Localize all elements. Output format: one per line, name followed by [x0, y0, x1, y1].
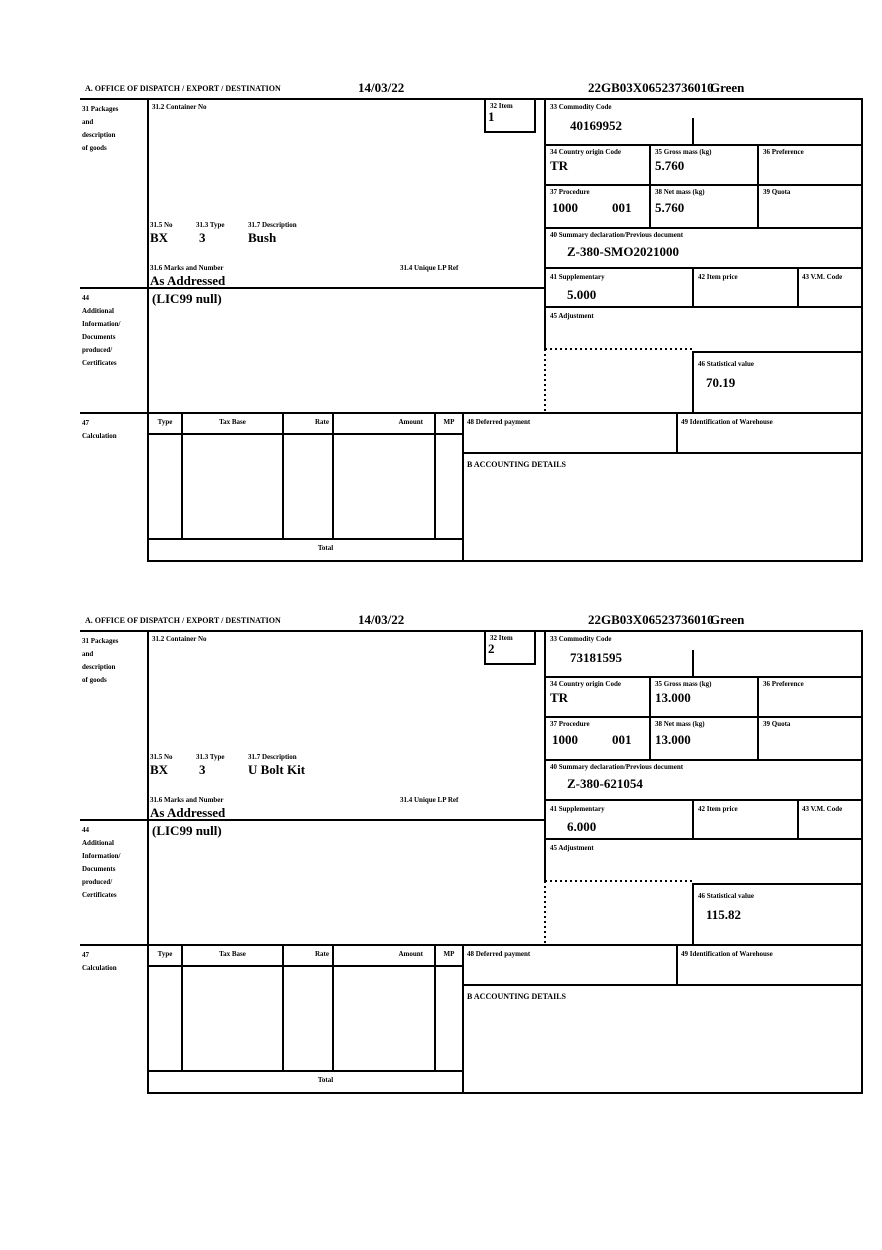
box34-country-label: 34 Country origin Code	[550, 680, 621, 688]
box31-3-type-label: 31.3 Type	[196, 221, 225, 229]
box39-quota-label: 39 Quota	[763, 188, 791, 196]
additional-info-value: (LIC99 null)	[152, 823, 222, 838]
statistical-value: 70.19	[706, 375, 736, 390]
box31-2-container-label: 31.2 Container No	[152, 635, 207, 643]
box31-7-description-label: 31.7 Description	[248, 753, 297, 761]
additional-info-value: (LIC99 null)	[152, 291, 222, 306]
col-mp-header: MP	[443, 418, 455, 426]
declaration-reference: 22GB03X06523736010	[588, 612, 714, 627]
col-rate-header: Rate	[315, 418, 329, 426]
box46-statistical-label: 46 Statistical value	[698, 360, 754, 368]
col-amount-header: Amount	[398, 950, 423, 958]
net-mass-value: 13.000	[655, 732, 691, 747]
country-origin-value: TR	[550, 158, 569, 173]
box43-vm-code-label: 43 V.M. Code	[802, 273, 843, 281]
box37-procedure-label: 37 Procedure	[550, 720, 590, 728]
box38-net-mass-label: 38 Net mass (kg)	[655, 720, 705, 728]
box31-6-marks-label: 31.6 Marks and Number	[150, 796, 224, 804]
box36-preference-label: 36 Preference	[763, 680, 804, 688]
col-tax-base-header: Tax Base	[219, 418, 246, 426]
gross-mass-value: 13.000	[655, 690, 691, 705]
box33-commodity-label: 33 Commodity Code	[550, 103, 612, 111]
box31-label: 31 Packages and description of goods	[82, 637, 119, 684]
box47-label: 47 Calculation	[82, 951, 117, 972]
marks-value: As Addressed	[150, 805, 226, 820]
box33-commodity-label: 33 Commodity Code	[550, 635, 612, 643]
box31-label: 31 Packages and description of goods	[82, 105, 119, 152]
box40-summary-label: 40 Summary declaration/Previous document	[550, 231, 684, 239]
item-block-1	[80, 80, 864, 565]
office-of-dispatch-label: A. OFFICE OF DISPATCH / EXPORT / DESTINATION	[85, 616, 281, 625]
box31-5-no-label: 31.5 No	[150, 221, 173, 229]
box45-adjustment-label: 45 Adjustment	[550, 312, 594, 320]
item-block-2	[80, 612, 864, 1097]
box31-4-lp-ref-label: 31.4 Unique LP Ref	[400, 264, 459, 272]
box34-country-label: 34 Country origin Code	[550, 148, 621, 156]
box44-label: 44 Additional Information/ Documents produced/ Certificates	[82, 294, 121, 367]
box32-item-label: 32 Item	[490, 102, 513, 110]
box35-gross-mass-label: 35 Gross mass (kg)	[655, 148, 712, 156]
col-tax-base-header: Tax Base	[219, 950, 246, 958]
supplementary-value: 6.000	[567, 819, 597, 834]
procedure-value: 1000	[552, 200, 578, 215]
box36-preference-label: 36 Preference	[763, 148, 804, 156]
box41-supplementary-label: 41 Supplementary	[550, 273, 605, 281]
box31-3-type-label: 31.3 Type	[196, 753, 225, 761]
box49-warehouse-label: 49 Identification of Warehouse	[681, 418, 773, 426]
box31-4-lp-ref-label: 31.4 Unique LP Ref	[400, 796, 459, 804]
box35-gross-mass-label: 35 Gross mass (kg)	[655, 680, 712, 688]
goods-description-value: Bush	[248, 230, 277, 245]
country-origin-value: TR	[550, 690, 569, 705]
item-number-value: 2	[488, 641, 495, 656]
total-label: Total	[317, 544, 334, 552]
box32-item-label: 32 Item	[490, 634, 513, 642]
form-grid-lines	[80, 80, 864, 565]
item-number-value: 1	[488, 109, 495, 124]
package-type-value: 3	[199, 762, 206, 777]
office-of-dispatch-label: A. OFFICE OF DISPATCH / EXPORT / DESTINATION	[85, 84, 281, 93]
col-mp-header: MP	[443, 950, 455, 958]
box45-adjustment-label: 45 Adjustment	[550, 844, 594, 852]
box37-procedure-label: 37 Procedure	[550, 188, 590, 196]
box48-deferred-label: 48 Deferred payment	[467, 950, 531, 958]
declaration-reference: 22GB03X06523736010	[588, 80, 714, 95]
gross-mass-value: 5.760	[655, 158, 685, 173]
box31-7-description-label: 31.7 Description	[248, 221, 297, 229]
declaration-date: 14/03/22	[358, 612, 405, 627]
col-rate-header: Rate	[315, 950, 329, 958]
box42-item-price-label: 42 Item price	[698, 273, 738, 281]
box39-quota-label: 39 Quota	[763, 720, 791, 728]
commodity-code-value: 73181595	[570, 650, 622, 665]
accounting-details-label: B ACCOUNTING DETAILS	[467, 460, 566, 469]
box42-item-price-label: 42 Item price	[698, 805, 738, 813]
net-mass-value: 5.760	[655, 200, 685, 215]
previous-document-value: Z-380-621054	[567, 776, 643, 791]
box40-summary-label: 40 Summary declaration/Previous document	[550, 763, 684, 771]
box49-warehouse-label: 49 Identification of Warehouse	[681, 950, 773, 958]
procedure-value: 1000	[552, 732, 578, 747]
routing-indicator: Green	[710, 80, 745, 95]
col-type-header: Type	[157, 950, 173, 958]
commodity-code-value: 40169952	[570, 118, 622, 133]
box41-supplementary-label: 41 Supplementary	[550, 805, 605, 813]
form-grid-lines	[80, 612, 864, 1097]
box46-statistical-label: 46 Statistical value	[698, 892, 754, 900]
box48-deferred-label: 48 Deferred payment	[467, 418, 531, 426]
supplementary-value: 5.000	[567, 287, 597, 302]
box43-vm-code-label: 43 V.M. Code	[802, 805, 843, 813]
total-label: Total	[317, 1076, 334, 1084]
box38-net-mass-label: 38 Net mass (kg)	[655, 188, 705, 196]
statistical-value: 115.82	[706, 907, 742, 922]
box31-5-no-label: 31.5 No	[150, 753, 173, 761]
package-type-value: 3	[199, 230, 206, 245]
previous-document-value: Z-380-SMO2021000	[567, 244, 679, 259]
package-no-value: BX	[150, 230, 169, 245]
procedure-ext-value: 001	[612, 732, 632, 747]
box31-6-marks-label: 31.6 Marks and Number	[150, 264, 224, 272]
goods-description-value: U Bolt Kit	[248, 762, 306, 777]
col-type-header: Type	[157, 418, 173, 426]
col-amount-header: Amount	[398, 418, 423, 426]
declaration-date: 14/03/22	[358, 80, 405, 95]
box31-2-container-label: 31.2 Container No	[152, 103, 207, 111]
box44-label: 44 Additional Information/ Documents produced/ Certificates	[82, 826, 121, 899]
accounting-details-label: B ACCOUNTING DETAILS	[467, 992, 566, 1001]
procedure-ext-value: 001	[612, 200, 632, 215]
box47-label: 47 Calculation	[82, 419, 117, 440]
routing-indicator: Green	[710, 612, 745, 627]
package-no-value: BX	[150, 762, 169, 777]
marks-value: As Addressed	[150, 273, 226, 288]
